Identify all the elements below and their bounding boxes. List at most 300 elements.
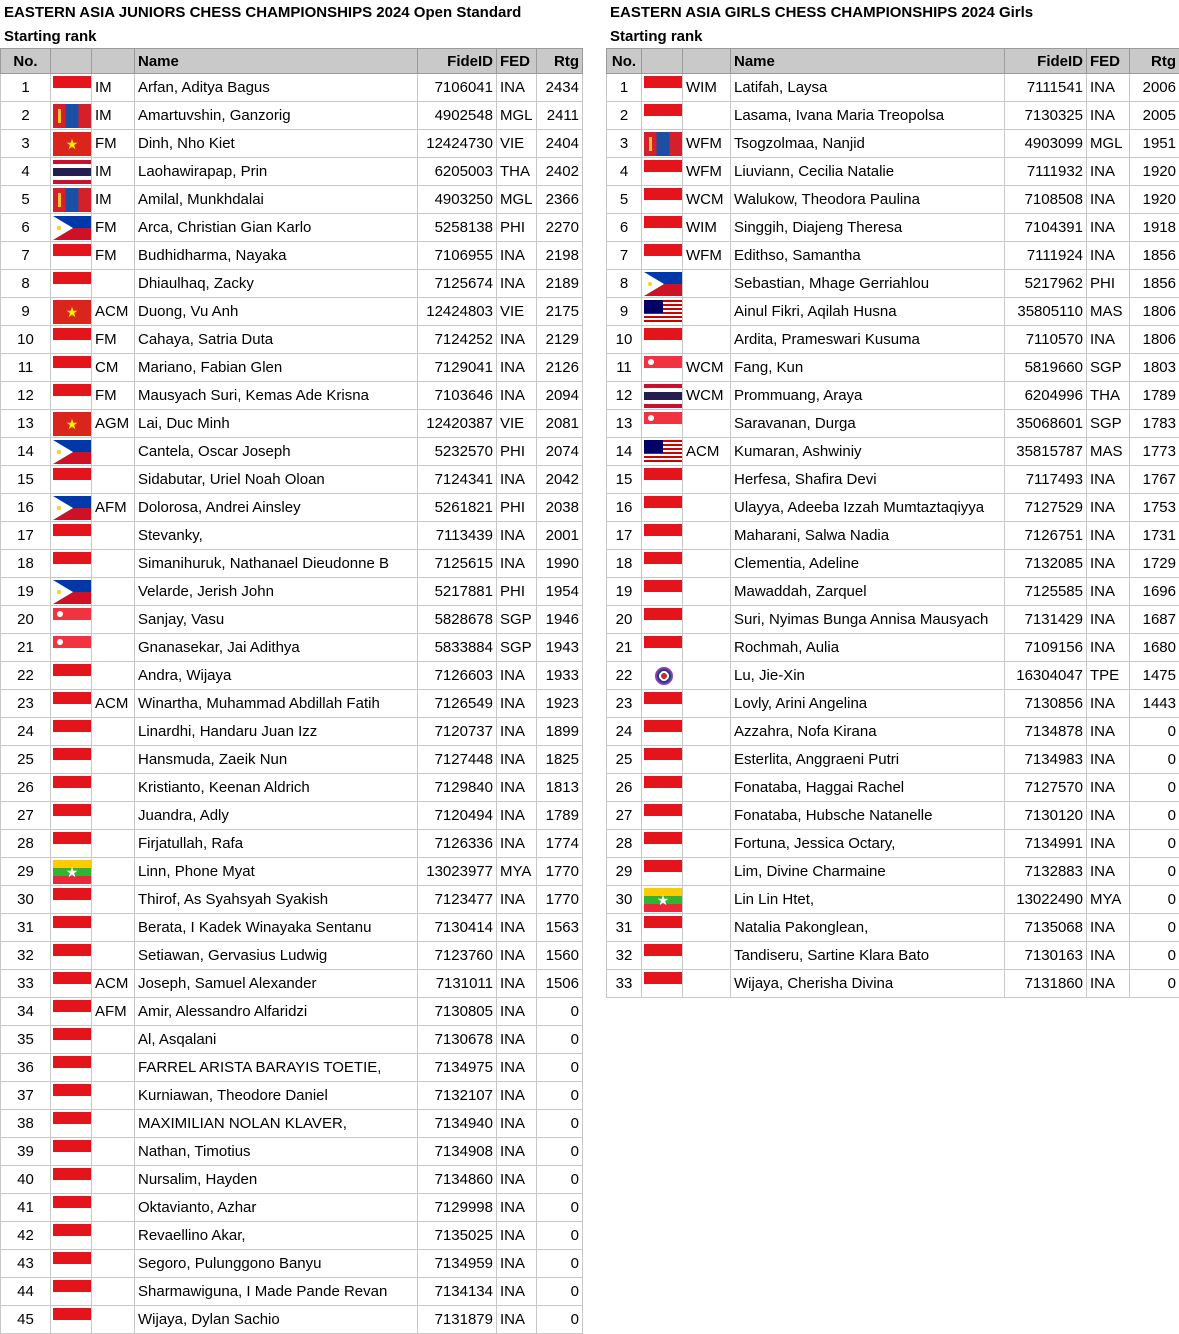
- flag-cell: [51, 886, 92, 914]
- rating-cell: 0: [537, 1194, 583, 1222]
- table-row: [1, 102, 583, 130]
- rank-cell: 18: [607, 550, 642, 578]
- name-cell: Sharmawiguna, I Made Pande Revan: [135, 1278, 418, 1306]
- name-cell: Herfesa, Shafira Devi: [731, 466, 1005, 494]
- flag-cell: [51, 410, 92, 438]
- title-cell: [92, 886, 135, 914]
- name-cell: Edithso, Samantha: [731, 242, 1005, 270]
- flag-cell: [51, 522, 92, 550]
- fed-cell: INA: [497, 970, 537, 998]
- rank-cell: 36: [1, 1054, 51, 1082]
- INA-flag-icon: [53, 1308, 91, 1332]
- rating-cell: 2042: [537, 466, 583, 494]
- rank-cell: 7: [1, 242, 51, 270]
- title-cell: ACM: [92, 298, 135, 326]
- fed-cell: INA: [1087, 102, 1130, 130]
- INA-flag-icon: [53, 1252, 91, 1276]
- INA-flag-icon: [644, 636, 682, 660]
- table-row: [1, 1138, 583, 1166]
- flag-cell: [51, 1222, 92, 1250]
- name-cell: Firjatullah, Rafa: [135, 830, 418, 858]
- title-cell: [92, 634, 135, 662]
- header-fed: FED: [1087, 49, 1130, 74]
- table-row: [1, 270, 583, 298]
- THA-flag-icon: [644, 384, 682, 408]
- flag-cell: [642, 242, 683, 270]
- flag-cell: [51, 830, 92, 858]
- fideid-cell: 7111924: [1005, 242, 1087, 270]
- SGP-flag-icon: [53, 608, 91, 632]
- fed-cell: INA: [1087, 718, 1130, 746]
- title-cell: [683, 298, 731, 326]
- rank-cell: 32: [607, 942, 642, 970]
- fed-cell: INA: [497, 466, 537, 494]
- rating-cell: 1813: [537, 774, 583, 802]
- flag-cell: [642, 522, 683, 550]
- rating-cell: 0: [537, 1110, 583, 1138]
- INA-flag-icon: [53, 916, 91, 940]
- title-cell: [92, 550, 135, 578]
- fideid-cell: 7130163: [1005, 942, 1087, 970]
- name-cell: Al, Asqalani: [135, 1026, 418, 1054]
- flag-cell: [51, 158, 92, 186]
- name-cell: Suri, Nyimas Bunga Annisa Mausyach: [731, 606, 1005, 634]
- flag-cell: [642, 130, 683, 158]
- rating-cell: 1770: [537, 886, 583, 914]
- title-cell: [683, 494, 731, 522]
- rank-cell: 20: [1, 606, 51, 634]
- name-cell: Cantela, Oscar Joseph: [135, 438, 418, 466]
- fed-cell: INA: [1087, 466, 1130, 494]
- rank-cell: 40: [1, 1166, 51, 1194]
- title-cell: FM: [92, 382, 135, 410]
- flag-cell: [51, 1250, 92, 1278]
- flag-cell: [642, 858, 683, 886]
- fideid-cell: 35068601: [1005, 410, 1087, 438]
- table-row: [607, 438, 1179, 466]
- INA-flag-icon: [644, 860, 682, 884]
- flag-cell: [51, 1278, 92, 1306]
- name-cell: Andra, Wijaya: [135, 662, 418, 690]
- table-row: [1, 774, 583, 802]
- rank-cell: 3: [1, 130, 51, 158]
- name-cell: Segoro, Pulunggono Banyu: [135, 1250, 418, 1278]
- table-row: [607, 214, 1179, 242]
- rank-cell: 35: [1, 1026, 51, 1054]
- rating-cell: 0: [537, 1166, 583, 1194]
- rank-cell: 44: [1, 1278, 51, 1306]
- INA-flag-icon: [53, 384, 91, 408]
- rank-cell: 2: [607, 102, 642, 130]
- table-row: [1, 130, 583, 158]
- MYA-flag-icon: ★: [53, 860, 91, 884]
- flag-cell: [51, 1082, 92, 1110]
- name-cell: Lu, Jie-Xin: [731, 662, 1005, 690]
- fideid-cell: 7129998: [418, 1194, 497, 1222]
- flag-cell: [51, 102, 92, 130]
- flag-cell: [51, 550, 92, 578]
- name-cell: Dhiaulhaq, Zacky: [135, 270, 418, 298]
- flag-cell: [51, 466, 92, 494]
- fideid-cell: 7129041: [418, 354, 497, 382]
- rating-cell: 1731: [1130, 522, 1179, 550]
- rating-cell: 1729: [1130, 550, 1179, 578]
- fideid-cell: 5833884: [418, 634, 497, 662]
- flag-cell: [51, 718, 92, 746]
- rating-cell: 1920: [1130, 158, 1179, 186]
- rating-cell: 1806: [1130, 298, 1179, 326]
- fideid-cell: 7120494: [418, 802, 497, 830]
- name-cell: Mausyach Suri, Kemas Ade Krisna: [135, 382, 418, 410]
- rating-cell: 0: [537, 1278, 583, 1306]
- title-cell: [92, 1082, 135, 1110]
- INA-flag-icon: [53, 1000, 91, 1024]
- flag-cell: [642, 634, 683, 662]
- fed-cell: MGL: [497, 186, 537, 214]
- fed-cell: INA: [497, 74, 537, 102]
- fed-cell: MGL: [1087, 130, 1130, 158]
- rating-cell: 1560: [537, 942, 583, 970]
- rating-cell: 1773: [1130, 438, 1179, 466]
- name-cell: Fonataba, Hubsche Natanelle: [731, 802, 1005, 830]
- fed-cell: INA: [1087, 942, 1130, 970]
- fed-cell: THA: [497, 158, 537, 186]
- fed-cell: SGP: [497, 634, 537, 662]
- rating-cell: 1920: [1130, 186, 1179, 214]
- rank-cell: 16: [1, 494, 51, 522]
- name-cell: Juandra, Adly: [135, 802, 418, 830]
- rank-cell: 4: [607, 158, 642, 186]
- rank-cell: 23: [1, 690, 51, 718]
- flag-cell: [642, 158, 683, 186]
- rank-cell: 39: [1, 1138, 51, 1166]
- flag-cell: [642, 802, 683, 830]
- INA-flag-icon: [644, 76, 682, 100]
- rating-cell: 1954: [537, 578, 583, 606]
- rank-cell: 41: [1, 1194, 51, 1222]
- fideid-cell: 4902548: [418, 102, 497, 130]
- title-cell: ACM: [683, 438, 731, 466]
- rating-cell: 1856: [1130, 270, 1179, 298]
- rating-cell: 0: [537, 1026, 583, 1054]
- title-cell: IM: [92, 158, 135, 186]
- rating-cell: 0: [1130, 774, 1179, 802]
- fideid-cell: 7123477: [418, 886, 497, 914]
- table-row: [607, 830, 1179, 858]
- INA-flag-icon: [644, 160, 682, 184]
- fed-cell: INA: [497, 550, 537, 578]
- header-rtg: Rtg: [537, 49, 583, 74]
- rank-cell: 12: [1, 382, 51, 410]
- name-cell: Tsogzolmaa, Nanjid: [731, 130, 1005, 158]
- name-cell: Kumaran, Ashwiniy: [731, 438, 1005, 466]
- name-cell: Natalia Pakonglean,: [731, 914, 1005, 942]
- fideid-cell: 7111541: [1005, 74, 1087, 102]
- flag-cell: [51, 1110, 92, 1138]
- fideid-cell: 7111932: [1005, 158, 1087, 186]
- PHI-flag-icon: [53, 496, 91, 520]
- title-cell: [92, 1306, 135, 1334]
- name-cell: Ainul Fikri, Aqilah Husna: [731, 298, 1005, 326]
- name-cell: Arca, Christian Gian Karlo: [135, 214, 418, 242]
- table-row: [1, 382, 583, 410]
- fed-cell: INA: [497, 662, 537, 690]
- flag-cell: [51, 802, 92, 830]
- rating-cell: 1767: [1130, 466, 1179, 494]
- fed-cell: INA: [1087, 578, 1130, 606]
- title-cell: WIM: [683, 74, 731, 102]
- fed-cell: PHI: [497, 438, 537, 466]
- flag-cell: [642, 942, 683, 970]
- title-cell: [683, 102, 731, 130]
- name-cell: Oktavianto, Azhar: [135, 1194, 418, 1222]
- rank-cell: 11: [1, 354, 51, 382]
- rank-cell: 2: [1, 102, 51, 130]
- table-row: [607, 354, 1179, 382]
- table-row: [607, 718, 1179, 746]
- flag-cell: [642, 550, 683, 578]
- fideid-cell: 7106041: [418, 74, 497, 102]
- title-cell: [683, 886, 731, 914]
- rank-cell: 32: [1, 942, 51, 970]
- fed-cell: INA: [1087, 242, 1130, 270]
- rank-cell: 17: [1, 522, 51, 550]
- table-row: [1, 326, 583, 354]
- INA-flag-icon: [644, 216, 682, 240]
- table-row: [1, 354, 583, 382]
- rating-cell: 1990: [537, 550, 583, 578]
- fed-cell: TPE: [1087, 662, 1130, 690]
- rating-cell: 1680: [1130, 634, 1179, 662]
- fideid-cell: 7130414: [418, 914, 497, 942]
- INA-flag-icon: [53, 804, 91, 828]
- table-row: [607, 942, 1179, 970]
- fed-cell: INA: [497, 242, 537, 270]
- INA-flag-icon: [53, 1084, 91, 1108]
- rank-cell: 31: [1, 914, 51, 942]
- INA-flag-icon: [53, 1140, 91, 1164]
- header-no: No.: [607, 49, 642, 74]
- INA-flag-icon: [644, 244, 682, 268]
- table-row: [1, 1054, 583, 1082]
- fideid-cell: 4903250: [418, 186, 497, 214]
- rank-cell: 22: [607, 662, 642, 690]
- fed-cell: INA: [1087, 830, 1130, 858]
- MAS-flag-icon: [644, 300, 682, 324]
- fideid-cell: 7130325: [1005, 102, 1087, 130]
- rating-cell: 0: [537, 1054, 583, 1082]
- table-row: [1, 158, 583, 186]
- fed-cell: INA: [1087, 522, 1130, 550]
- rank-cell: 23: [607, 690, 642, 718]
- flag-cell: [51, 774, 92, 802]
- table-row: [1, 1222, 583, 1250]
- rank-cell: 25: [607, 746, 642, 774]
- INA-flag-icon: [53, 776, 91, 800]
- girls-starting-rank-table: [606, 48, 1179, 998]
- VIE-flag-icon: ★: [53, 132, 91, 156]
- flag-cell: [642, 662, 683, 690]
- fed-cell: INA: [497, 998, 537, 1026]
- fed-cell: INA: [1087, 634, 1130, 662]
- INA-flag-icon: [644, 776, 682, 800]
- flag-cell: [642, 214, 683, 242]
- rank-cell: 14: [607, 438, 642, 466]
- fideid-cell: 5217962: [1005, 270, 1087, 298]
- rank-cell: 15: [607, 466, 642, 494]
- name-cell: Laohawirapap, Prin: [135, 158, 418, 186]
- header-row: [607, 49, 1179, 74]
- fideid-cell: 7134991: [1005, 830, 1087, 858]
- INA-flag-icon: [644, 972, 682, 996]
- fed-cell: INA: [497, 1194, 537, 1222]
- fed-cell: INA: [1087, 858, 1130, 886]
- name-cell: Wijaya, Cherisha Divina: [731, 970, 1005, 998]
- rating-cell: 1899: [537, 718, 583, 746]
- table-row: [1, 1250, 583, 1278]
- flag-cell: [642, 914, 683, 942]
- name-cell: Arfan, Aditya Bagus: [135, 74, 418, 102]
- flag-cell: [642, 606, 683, 634]
- INA-flag-icon: [53, 832, 91, 856]
- INA-flag-icon: [53, 356, 91, 380]
- flag-cell: [51, 858, 92, 886]
- fideid-cell: 5217881: [418, 578, 497, 606]
- rank-cell: 26: [607, 774, 642, 802]
- rating-cell: 2189: [537, 270, 583, 298]
- INA-flag-icon: [644, 804, 682, 828]
- fideid-cell: 7124341: [418, 466, 497, 494]
- name-cell: Clementia, Adeline: [731, 550, 1005, 578]
- table-row: [1, 1194, 583, 1222]
- girls-subtitle: Starting rank: [606, 26, 1179, 48]
- rank-cell: 13: [1, 410, 51, 438]
- flag-cell: [51, 186, 92, 214]
- name-cell: Sanjay, Vasu: [135, 606, 418, 634]
- header-row: [1, 49, 583, 74]
- rating-cell: 1783: [1130, 410, 1179, 438]
- flag-cell: [642, 74, 683, 102]
- fideid-cell: 7126336: [418, 830, 497, 858]
- name-cell: Simanihuruk, Nathanael Dieudonne B: [135, 550, 418, 578]
- rating-cell: 2005: [1130, 102, 1179, 130]
- fideid-cell: 4903099: [1005, 130, 1087, 158]
- fed-cell: INA: [497, 1082, 537, 1110]
- rank-cell: 33: [1, 970, 51, 998]
- fed-cell: MYA: [1087, 886, 1130, 914]
- name-cell: Kurniawan, Theodore Daniel: [135, 1082, 418, 1110]
- header-title: [683, 49, 731, 74]
- title-cell: FM: [92, 326, 135, 354]
- rating-cell: 0: [1130, 886, 1179, 914]
- open-subtitle: Starting rank: [0, 26, 583, 48]
- rank-cell: 6: [1, 214, 51, 242]
- rating-cell: 1753: [1130, 494, 1179, 522]
- title-cell: [92, 1194, 135, 1222]
- flag-cell: [51, 1054, 92, 1082]
- fed-cell: INA: [1087, 186, 1130, 214]
- rank-cell: 13: [607, 410, 642, 438]
- fed-cell: INA: [1087, 74, 1130, 102]
- fideid-cell: 7126603: [418, 662, 497, 690]
- table-row: [607, 130, 1179, 158]
- flag-cell: [51, 1166, 92, 1194]
- flag-cell: [51, 270, 92, 298]
- PHI-flag-icon: [53, 216, 91, 240]
- title-cell: [92, 718, 135, 746]
- fideid-cell: 7130805: [418, 998, 497, 1026]
- flag-cell: [51, 746, 92, 774]
- title-cell: [683, 718, 731, 746]
- title-cell: [92, 1026, 135, 1054]
- rating-cell: 2006: [1130, 74, 1179, 102]
- open-table-body: [1, 74, 583, 1334]
- name-cell: Joseph, Samuel Alexander: [135, 970, 418, 998]
- name-cell: Amilal, Munkhdalai: [135, 186, 418, 214]
- rating-cell: 2411: [537, 102, 583, 130]
- title-cell: IM: [92, 102, 135, 130]
- INA-flag-icon: [53, 524, 91, 548]
- title-cell: WFM: [683, 242, 731, 270]
- flag-cell: [642, 494, 683, 522]
- table-row: [1, 858, 583, 886]
- rating-cell: 2001: [537, 522, 583, 550]
- name-cell: Hansmuda, Zaeik Nun: [135, 746, 418, 774]
- rank-cell: 15: [1, 466, 51, 494]
- title-cell: CM: [92, 354, 135, 382]
- INA-flag-icon: [53, 552, 91, 576]
- name-cell: Dolorosa, Andrei Ainsley: [135, 494, 418, 522]
- VIE-flag-icon: ★: [53, 412, 91, 436]
- name-cell: Ulayya, Adeeba Izzah Mumtaztaqiyya: [731, 494, 1005, 522]
- INA-flag-icon: [53, 944, 91, 968]
- INA-flag-icon: [53, 972, 91, 996]
- name-cell: Lin Lin Htet,: [731, 886, 1005, 914]
- INA-flag-icon: [53, 1224, 91, 1248]
- table-row: [607, 158, 1179, 186]
- table-row: [607, 690, 1179, 718]
- title-cell: ACM: [92, 970, 135, 998]
- table-row: [1, 1166, 583, 1194]
- fed-cell: INA: [1087, 746, 1130, 774]
- INA-flag-icon: [644, 104, 682, 128]
- title-cell: [92, 438, 135, 466]
- rating-cell: 0: [1130, 746, 1179, 774]
- INA-flag-icon: [53, 1196, 91, 1220]
- table-row: [607, 914, 1179, 942]
- flag-cell: [642, 270, 683, 298]
- rank-cell: 18: [1, 550, 51, 578]
- rating-cell: 1825: [537, 746, 583, 774]
- SGP-flag-icon: [53, 636, 91, 660]
- title-cell: [683, 802, 731, 830]
- fed-cell: INA: [497, 690, 537, 718]
- rank-cell: 10: [1, 326, 51, 354]
- title-cell: [92, 578, 135, 606]
- fed-cell: INA: [497, 914, 537, 942]
- girls-title: EASTERN ASIA GIRLS CHESS CHAMPIONSHIPS 2024 Girls: [606, 0, 1179, 26]
- rank-cell: 42: [1, 1222, 51, 1250]
- title-cell: [92, 466, 135, 494]
- name-cell: Thirof, As Syahsyah Syakish: [135, 886, 418, 914]
- table-row: [1, 522, 583, 550]
- fideid-cell: 7126549: [418, 690, 497, 718]
- INA-flag-icon: [53, 1056, 91, 1080]
- title-cell: [683, 522, 731, 550]
- fideid-cell: 7130856: [1005, 690, 1087, 718]
- table-row: [607, 970, 1179, 998]
- fed-cell: INA: [1087, 550, 1130, 578]
